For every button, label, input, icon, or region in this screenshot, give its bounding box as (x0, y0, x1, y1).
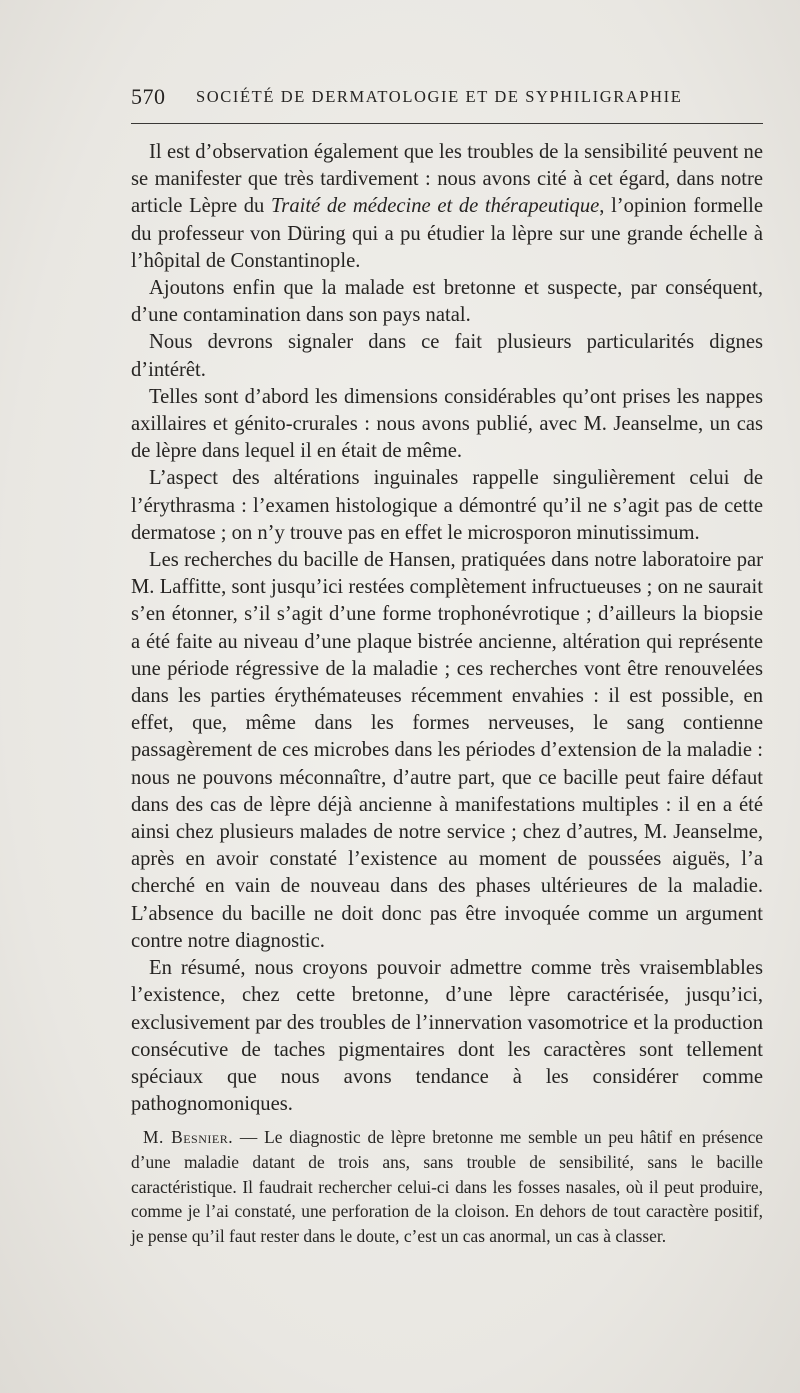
running-title: SOCIÉTÉ DE DERMATOLOGIE ET DE SYPHILIGRAPHIE (196, 87, 683, 106)
discussion-remark (131, 1125, 763, 1249)
paragraph-contamination: Ajoutons enfin que la malade est bretonne et suspecte, par conséquent, d’une contamination dans son pays natal. (131, 277, 763, 327)
paragraph-sensibility (131, 139, 763, 275)
page-number: 570 (131, 84, 166, 109)
paragraph-text: , l’opinion formelle du professeur von Düring qui a pu étudier la lèpre sur une grande échelle à l’hôpital de Constantinople. (131, 195, 763, 272)
paragraph-hansen-bacillus: Les recherches du bacille de Hansen, pratiquées dans notre laboratoire par M. Laffitte, sont jusqu’ici restées complètement infructueuses ; on ne saurait s’en étonner, s’il s’agit d’une forme trophonévrotique ; d’ailleurs la biopsie a été faite au niveau d’une plaque bistrée ancienne, altération qui représente une période régressive de la maladie ; ces recherches vont être renouvelées dans les parties érythémateuses récemment envahies : il est possible, en effet, que, même dans les formes nerveuses, le sang contienne passagèrement de ces microbes dans les périodes d’extension de la maladie : nous ne pouvons méconnaître, d’autre part, que ce bacille peut faire défaut dans des cas de lèpre déjà ancienne à manifestations multiples : il en a été ainsi chez plusieurs malades de notre service ; chez d’autres, M. Jeanselme, après en avoir constaté l’existence au moment de poussées aiguës, l’a cherché en vain de nouveau dans des phases ultérieures de la maladie. L’absence du bacille ne doit donc pas être invoquée comme un argument contre notre diagnostic. (131, 549, 763, 952)
paragraph-dimensions: Telles sont d’abord les dimensions considérables qu’ont prises les nappes axillaires et génito-crurales : nous avons publié, avec M. Jeanselme, un cas de lèpre dans lequel il en était de même. (131, 385, 763, 463)
paragraph-erythrasma: L’aspect des altérations inguinales rappelle singulièrement celui de l’érythrasma : l’examen histologique a démontré qu’il ne s’agit pas de cette dermatose ; on n’y trouve pas en effet le microsporon minutissimum. (131, 467, 763, 544)
paragraph-summary: En résumé, nous croyons pouvoir admettre comme très vraisemblables l’existence, chez cette bretonne, d’une lèpre caractérisée, jusqu’ici, exclusivement par des troubles de l’innervation vasomotrice et la production consécutive de taches pigmentaires dont les caractères sont tellement spéciaux que nous avons tendance à les considérer comme pathognomoniques. (131, 957, 763, 1116)
paragraph-particularities: Nous devrons signaler dans ce fait plusieurs particularités dignes d’intérêt. (131, 331, 763, 381)
header-rule (131, 123, 763, 124)
paragraph-text: Il est d’observation également que les troubles de la sensibilité peuvent ne se manifester que très tardivement : nous avons cité à cet égard, dans notre article Lèpre du (131, 141, 763, 218)
page-header (131, 84, 763, 114)
speaker-name: M. Besnier. (143, 1127, 234, 1148)
book-title-italic: Traité de médecine et de thérapeutique (270, 195, 600, 218)
body-text (131, 139, 763, 1249)
discussion-text: — Le diagnostic de lèpre bretonne me semble un peu hâtif en présence d’une maladie datant de trois ans, sans trouble de sensibilité, sans le bacille caractéristique. Il faudrait rechercher celui-ci dans les fosses nasales, où il peut produire, comme je l’ai constaté, une perforation de la cloison. En dehors de tout caractère positif, je pense qu’il faut rester dans le doute, c’est un cas anormal, un cas à classer. (131, 1127, 764, 1247)
